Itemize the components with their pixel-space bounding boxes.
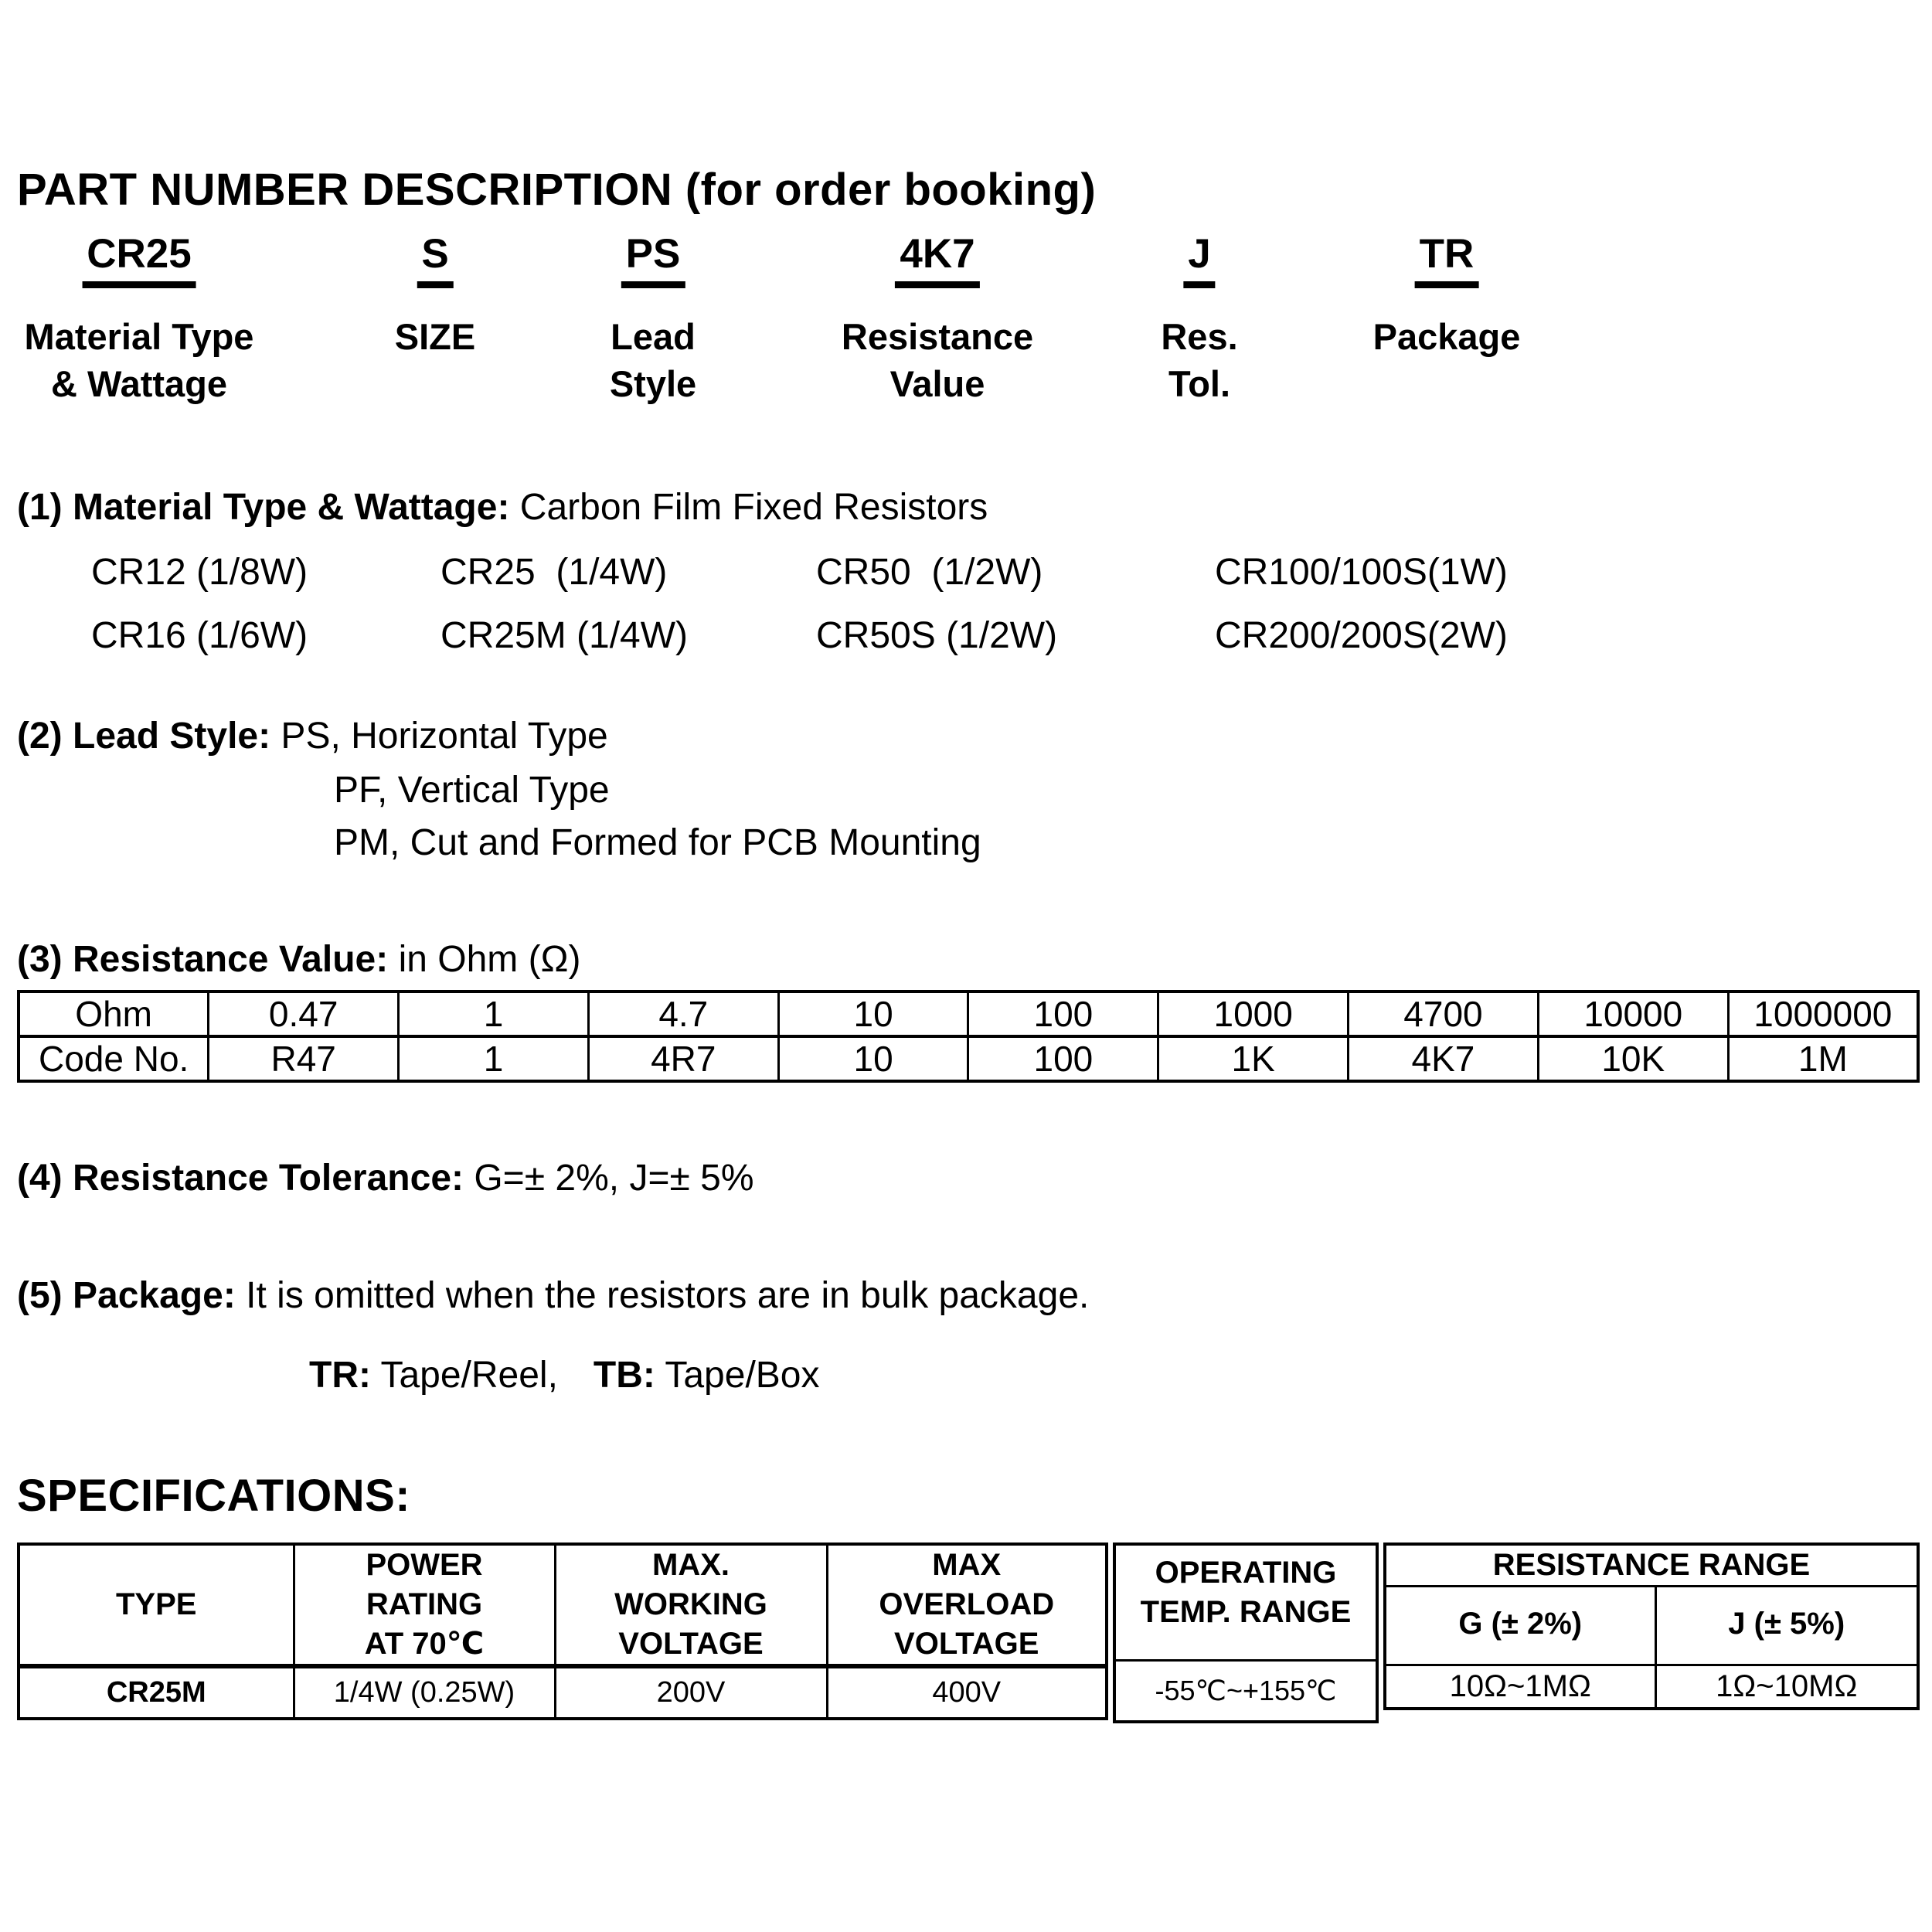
resistance-range-header: RESISTANCE RANGE [1385,1544,1918,1587]
page-title: PART NUMBER DESCRIPTION (for order booking) [17,165,1097,215]
part-code-label: Lead Style [609,316,697,404]
part-code: CR25 [82,230,196,288]
spec-temp-table [1113,1543,1379,1723]
spec-power-value: 1/4W (0.25W) [294,1666,555,1719]
resistance-value-table [17,990,1920,1083]
spec-g-range-value: 10Ω~1MΩ [1385,1665,1655,1709]
spec-data-row [19,1666,1107,1719]
section-package [17,1274,1089,1396]
g-tolerance-header: G (± 2%) [1385,1587,1655,1665]
package-options-line: TR: Tape/Reel, TB: Tape/Box [309,1355,820,1396]
tb-label: TB: [593,1355,655,1396]
spec-resistance-table [1383,1543,1920,1710]
part-code: S [417,230,453,288]
spec-main-table [17,1543,1108,1720]
part-code-label: Package [1372,316,1521,357]
lead-style-line: PF, Vertical Type [334,770,610,811]
part-code-label: SIZE [394,316,476,357]
part-code: 4K7 [895,230,979,288]
operating-temp-header: OPERATING TEMP. RANGE [1114,1544,1377,1660]
section-resistance-tolerance [17,1156,754,1201]
j-tolerance-header: J (± 5%) [1655,1587,1918,1665]
temp-data-row [1114,1660,1377,1722]
part-code-label: Material Type & Wattage [24,316,254,404]
part-segment-lead-style [610,230,696,407]
section-lead-style [17,714,981,864]
part-segment-size [395,230,475,360]
part-segment-tolerance [1161,230,1237,407]
code-row: Code No. R47 1 4R7 10 100 1K 4K7 10K 1M [19,1036,1918,1081]
max-working-voltage-header: MAX. WORKING VOLTAGE [555,1544,827,1666]
section-heading: (5) Package: It is omitted when the resistors are in bulk package. [17,1275,1090,1316]
spec-j-range-value: 1Ω~10MΩ [1655,1665,1918,1709]
ohm-row: Ohm 0.47 1 4.7 10 100 1000 4700 10000 1000000 [19,992,1918,1036]
material-row-1: CR12 (1/8W) CR25 (1/4W) CR50 (1/2W) CR100/100S(1W) [91,552,1508,593]
temp-header-row [1114,1544,1377,1660]
section-material-type [17,485,1508,657]
part-segment-resistance [842,230,1033,407]
type-header: TYPE [19,1544,294,1666]
part-code: PS [621,230,685,288]
section-resistance-value [17,937,1920,1083]
part-code-label: Res. Tol. [1161,316,1238,404]
specifications-heading: SPECIFICATIONS: [17,1471,411,1521]
section-heading: (1) Material Type & Wattage: Carbon Film Fixed Resistors [17,487,988,528]
specifications-table-group [17,1543,1920,1723]
tr-label: TR: [309,1355,371,1396]
resistance-data-row [1385,1665,1918,1709]
power-rating-header: POWER RATING AT 70℃ [294,1544,555,1666]
part-segment-material [25,230,254,407]
material-row-2: CR16 (1/6W) CR25M (1/4W) CR50S (1/2W) CR200/200S(2W) [91,615,1508,656]
part-segment-package [1373,230,1521,360]
section-heading: (4) Resistance Tolerance: G=± 2%, J=± 5% [17,1158,754,1199]
section-heading: (2) Lead Style: PS, Horizontal Type [17,716,608,757]
section-heading: (3) Resistance Value: in Ohm (Ω) [17,939,581,980]
part-number-breakdown [0,230,1932,485]
spec-temp-value: -55℃~+155℃ [1114,1660,1377,1722]
resistance-range-header-row [1385,1544,1918,1587]
lead-style-line: PM, Cut and Formed for PCB Mounting [334,822,981,863]
spec-type-value: CR25M [19,1666,294,1719]
max-overload-voltage-header: MAX OVERLOAD VOLTAGE [827,1544,1107,1666]
spec-header-row [19,1544,1107,1666]
part-code-label: Resistance Value [841,316,1034,404]
part-code: TR [1415,230,1479,288]
part-code: J [1183,230,1215,288]
tolerance-subheader-row [1385,1587,1918,1665]
spec-overload-value: 400V [827,1666,1107,1719]
spec-working-value: 200V [555,1666,827,1719]
